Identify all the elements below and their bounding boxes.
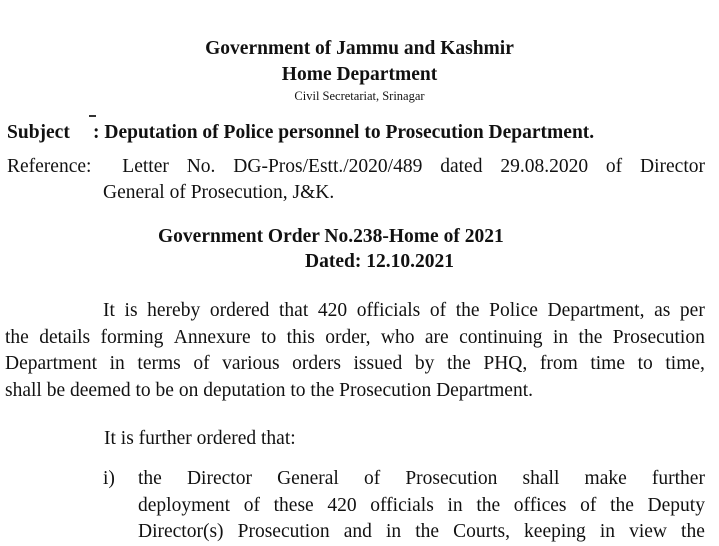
word: hereby: [147, 300, 201, 321]
word: view: [629, 521, 667, 542]
word: are: [424, 326, 449, 348]
word: Courts,: [453, 521, 510, 542]
word: the: [578, 326, 603, 348]
word: that: [279, 300, 309, 321]
word: from: [539, 353, 578, 374]
word: ordered: [209, 300, 270, 321]
word: the: [138, 468, 162, 489]
word: the: [5, 326, 29, 348]
word: Director(s): [138, 521, 224, 542]
reference-block: [7, 156, 705, 203]
word: who: [380, 326, 415, 348]
reference-word: dated: [440, 156, 483, 177]
word: in: [385, 521, 402, 542]
item-line: [138, 466, 705, 493]
word: this: [286, 326, 315, 348]
word: orders: [292, 353, 341, 374]
word: shall be deemed to be on deputation to the Prosecution Department.: [5, 379, 533, 401]
word: time: [590, 353, 626, 374]
word: is: [124, 300, 138, 321]
word: PHQ,: [483, 353, 528, 374]
reference-word: of: [605, 156, 623, 177]
word: and: [343, 521, 372, 542]
government-heading: Government of Jammu and Kashmir: [205, 38, 514, 59]
word: to: [637, 353, 653, 374]
word: in: [599, 521, 616, 542]
word: order,: [325, 326, 371, 348]
order-date: Dated: 12.10.2021: [305, 251, 454, 272]
word: of: [363, 468, 381, 489]
word: to: [261, 326, 277, 348]
word: Department: [5, 353, 98, 374]
word: time,: [665, 353, 705, 374]
word: make: [584, 468, 627, 489]
word: It: [103, 300, 115, 321]
reference-line-2: General of Prosecution, J&K.: [103, 182, 335, 203]
word: deployment: [138, 494, 231, 516]
paragraph-line: [5, 378, 705, 405]
word: of: [580, 494, 597, 516]
item-text: [138, 466, 705, 546]
reference-label: Reference:: [7, 156, 92, 177]
word: of: [429, 300, 447, 321]
word: General: [277, 468, 339, 489]
order-paragraph: [5, 298, 705, 404]
word: keeping: [524, 521, 586, 542]
subject-label: Subject: [7, 122, 70, 143]
word: the: [415, 521, 440, 542]
word: officials: [370, 494, 434, 516]
reference-word: Letter: [122, 156, 169, 177]
item-number: i): [103, 468, 115, 489]
word: Annexure: [173, 326, 251, 348]
word: 420: [317, 300, 348, 321]
reference-word: 29.08.2020: [500, 156, 589, 177]
word: Prosecution: [405, 468, 498, 489]
word: 420: [327, 494, 357, 516]
word: the: [455, 300, 480, 321]
paragraph-line: [5, 325, 705, 352]
reference-line-1: [7, 156, 705, 178]
word: these: [273, 494, 314, 516]
department-heading: Home Department: [281, 64, 438, 85]
word: Police: [489, 300, 538, 321]
further-ordered-line: It is further ordered that:: [104, 428, 296, 449]
word: the: [610, 494, 634, 516]
order-title: Government Order No.238-Home of 2021: [158, 226, 504, 247]
word: of: [243, 494, 260, 516]
word: the: [681, 521, 705, 542]
word: Director: [186, 468, 252, 489]
word: issued: [353, 353, 403, 374]
reference-word: Director: [640, 156, 705, 177]
address-line: Civil Secretariat, Srinagar: [294, 89, 425, 103]
reference-word: DG-Pros/Estt./2020/489: [233, 156, 423, 177]
word: in: [447, 494, 463, 516]
subject-line: [7, 122, 594, 144]
item-line: [138, 493, 705, 520]
word: per: [679, 300, 705, 321]
word: terms: [137, 353, 181, 374]
word: various: [222, 353, 280, 374]
word: Deputy: [647, 494, 705, 516]
reference-word: No.: [186, 156, 216, 177]
word: details: [39, 326, 91, 348]
word: the: [476, 494, 501, 516]
word: of: [193, 353, 210, 374]
word: the: [446, 353, 471, 374]
word: as: [654, 300, 671, 321]
word: further: [651, 468, 705, 489]
word: in: [552, 326, 569, 348]
word: Prosecution: [237, 521, 330, 542]
word: offices: [513, 494, 567, 516]
word: Department,: [547, 300, 645, 321]
word: continuing: [459, 326, 543, 348]
stray-mark: [89, 115, 96, 117]
subject-text: : Deputation of Police personnel to Prosecution Department.: [93, 122, 595, 143]
word: shall: [522, 468, 560, 489]
word: officials: [356, 300, 421, 321]
word: in: [109, 353, 125, 374]
word: forming: [100, 326, 164, 348]
word: Prosecution: [612, 326, 705, 348]
paragraph-line: [5, 298, 705, 325]
word: by: [414, 353, 435, 374]
paragraph-line: [5, 351, 705, 378]
item-line: [138, 519, 705, 546]
